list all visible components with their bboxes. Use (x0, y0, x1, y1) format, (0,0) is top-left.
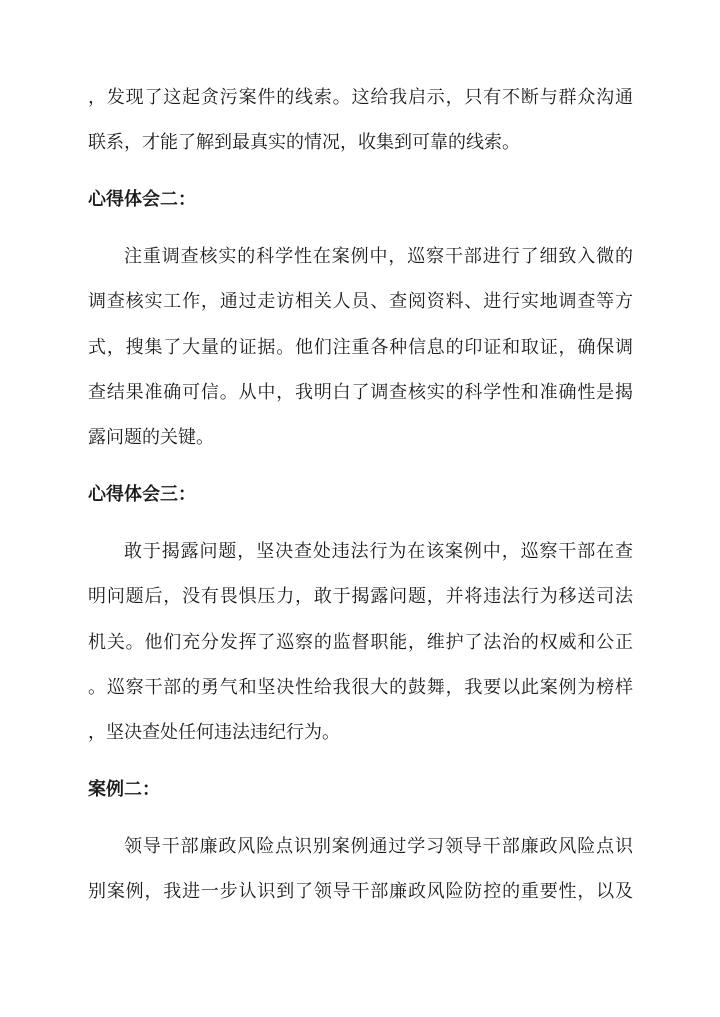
paragraph-2-line-4: 查结果准确可信。从中，我明白了调查核实的科学性和准确性是揭 (88, 382, 633, 403)
paragraph-1-line-2: 联系，才能了解到最真实的情况，收集到可靠的线索。 (88, 132, 520, 153)
section-heading-experience-3: 心得体会三： (88, 484, 196, 505)
paragraph-3-line-3: 机关。他们充分发挥了巡察的监督职能，维护了法治的权威和公正 (88, 632, 633, 653)
paragraph-4-line-2: 别案例，我进一步认识到了领导干部廉政风险防控的重要性，以及 (88, 881, 633, 902)
section-heading-experience-2: 心得体会二： (88, 189, 196, 210)
paragraph-3-line-1: 敢于揭露问题，坚决查处违法行为在该案例中，巡察干部在查 (124, 541, 633, 562)
paragraph-1-line-1: ，发现了这起贪污案件的线索。这给我启示，只有不断与群众沟通 (88, 87, 633, 108)
paragraph-3-line-5: ，坚决查处任何违法违纪行为。 (88, 722, 340, 743)
paragraph-2-line-3: 式，搜集了大量的证据。他们注重各种信息的印证和取证，确保调 (88, 337, 633, 358)
paragraph-3-line-4: 。巡察干部的勇气和坚决性给我很大的鼓舞，我要以此案例为榜样 (88, 677, 633, 698)
paragraph-2-line-1: 注重调查核实的科学性在案例中，巡察干部进行了细致入微的 (124, 246, 633, 267)
paragraph-2-line-2: 调查核实工作，通过走访相关人员、查阅资料、进行实地调查等方 (88, 291, 633, 312)
section-heading-case-2: 案例二： (88, 779, 160, 800)
paragraph-2-line-5: 露问题的关键。 (88, 427, 214, 448)
paragraph-4-line-1: 领导干部廉政风险点识别案例通过学习领导干部廉政风险点识 (124, 836, 633, 857)
paragraph-3-line-2: 明问题后，没有畏惧压力，敢于揭露问题，并将违法行为移送司法 (88, 586, 633, 607)
